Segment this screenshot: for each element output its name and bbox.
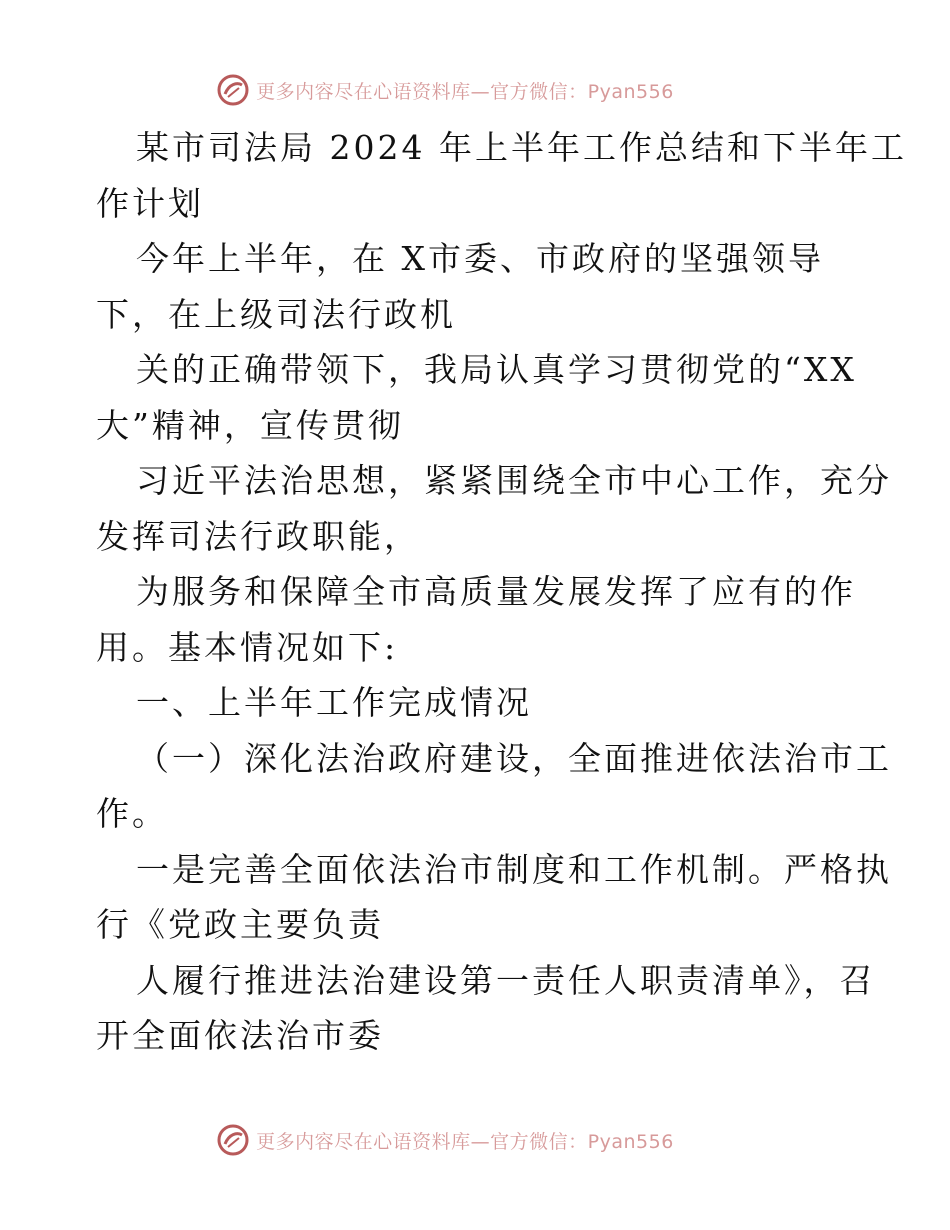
- paragraph: [96, 231, 856, 342]
- document-title: [96, 120, 907, 231]
- text-line: 发挥司法行政职能，: [96, 516, 420, 556]
- section-heading: [96, 675, 856, 731]
- text-line: 行《党政主要负责: [96, 905, 384, 944]
- text-line: 某市司法局 2024 年上半年工作总结和下半年工: [136, 128, 907, 167]
- text-line: 今年上半年，在 X市委、市政府的坚强领导: [136, 239, 824, 278]
- scroll-logo-icon: [216, 1123, 250, 1157]
- text-line: 为服务和保障全市高质量发展发挥了应有的作: [136, 572, 856, 611]
- watermark-text: 更多内容尽在心语资料库—官方微信：Pyan556: [256, 1130, 674, 1153]
- text-line: 关的正确带领下，我局认真学习贯彻党的“XX: [136, 350, 857, 389]
- paragraph: [96, 564, 856, 675]
- text-line: 大”精神，宣传贯彻: [96, 405, 404, 445]
- text-line: 一、上半年工作完成情况: [136, 683, 532, 722]
- text-line: （一）深化法治政府建设，全面推进依法治市工: [136, 738, 892, 778]
- watermark-text: 更多内容尽在心语资料库—官方微信：Pyan556: [256, 80, 674, 103]
- text-line: 人履行推进法治建设第一责任人职责清单》，召: [136, 960, 876, 1000]
- scroll-logo-icon: [216, 73, 250, 107]
- document-body: [96, 120, 907, 1064]
- footer-watermark: [0, 1118, 950, 1162]
- text-line: 一是完善全面依法治市制度和工作机制。严格执: [136, 849, 892, 889]
- paragraph: [96, 953, 876, 1064]
- text-line: 习近平法治思想，紧紧围绕全市中心工作，充分: [136, 461, 892, 500]
- text-line: 用。基本情况如下:: [96, 627, 399, 667]
- text-line: 作计划: [96, 183, 204, 223]
- paragraph: [96, 453, 892, 564]
- text-line: 开全面依法治市委: [96, 1016, 384, 1055]
- text-line: 下，在上级司法行政机: [96, 294, 456, 334]
- text-line: 作。: [96, 794, 168, 833]
- paragraph: [96, 842, 892, 953]
- paragraph: [96, 342, 856, 453]
- header-watermark: [0, 68, 950, 112]
- subsection-heading: [96, 731, 892, 842]
